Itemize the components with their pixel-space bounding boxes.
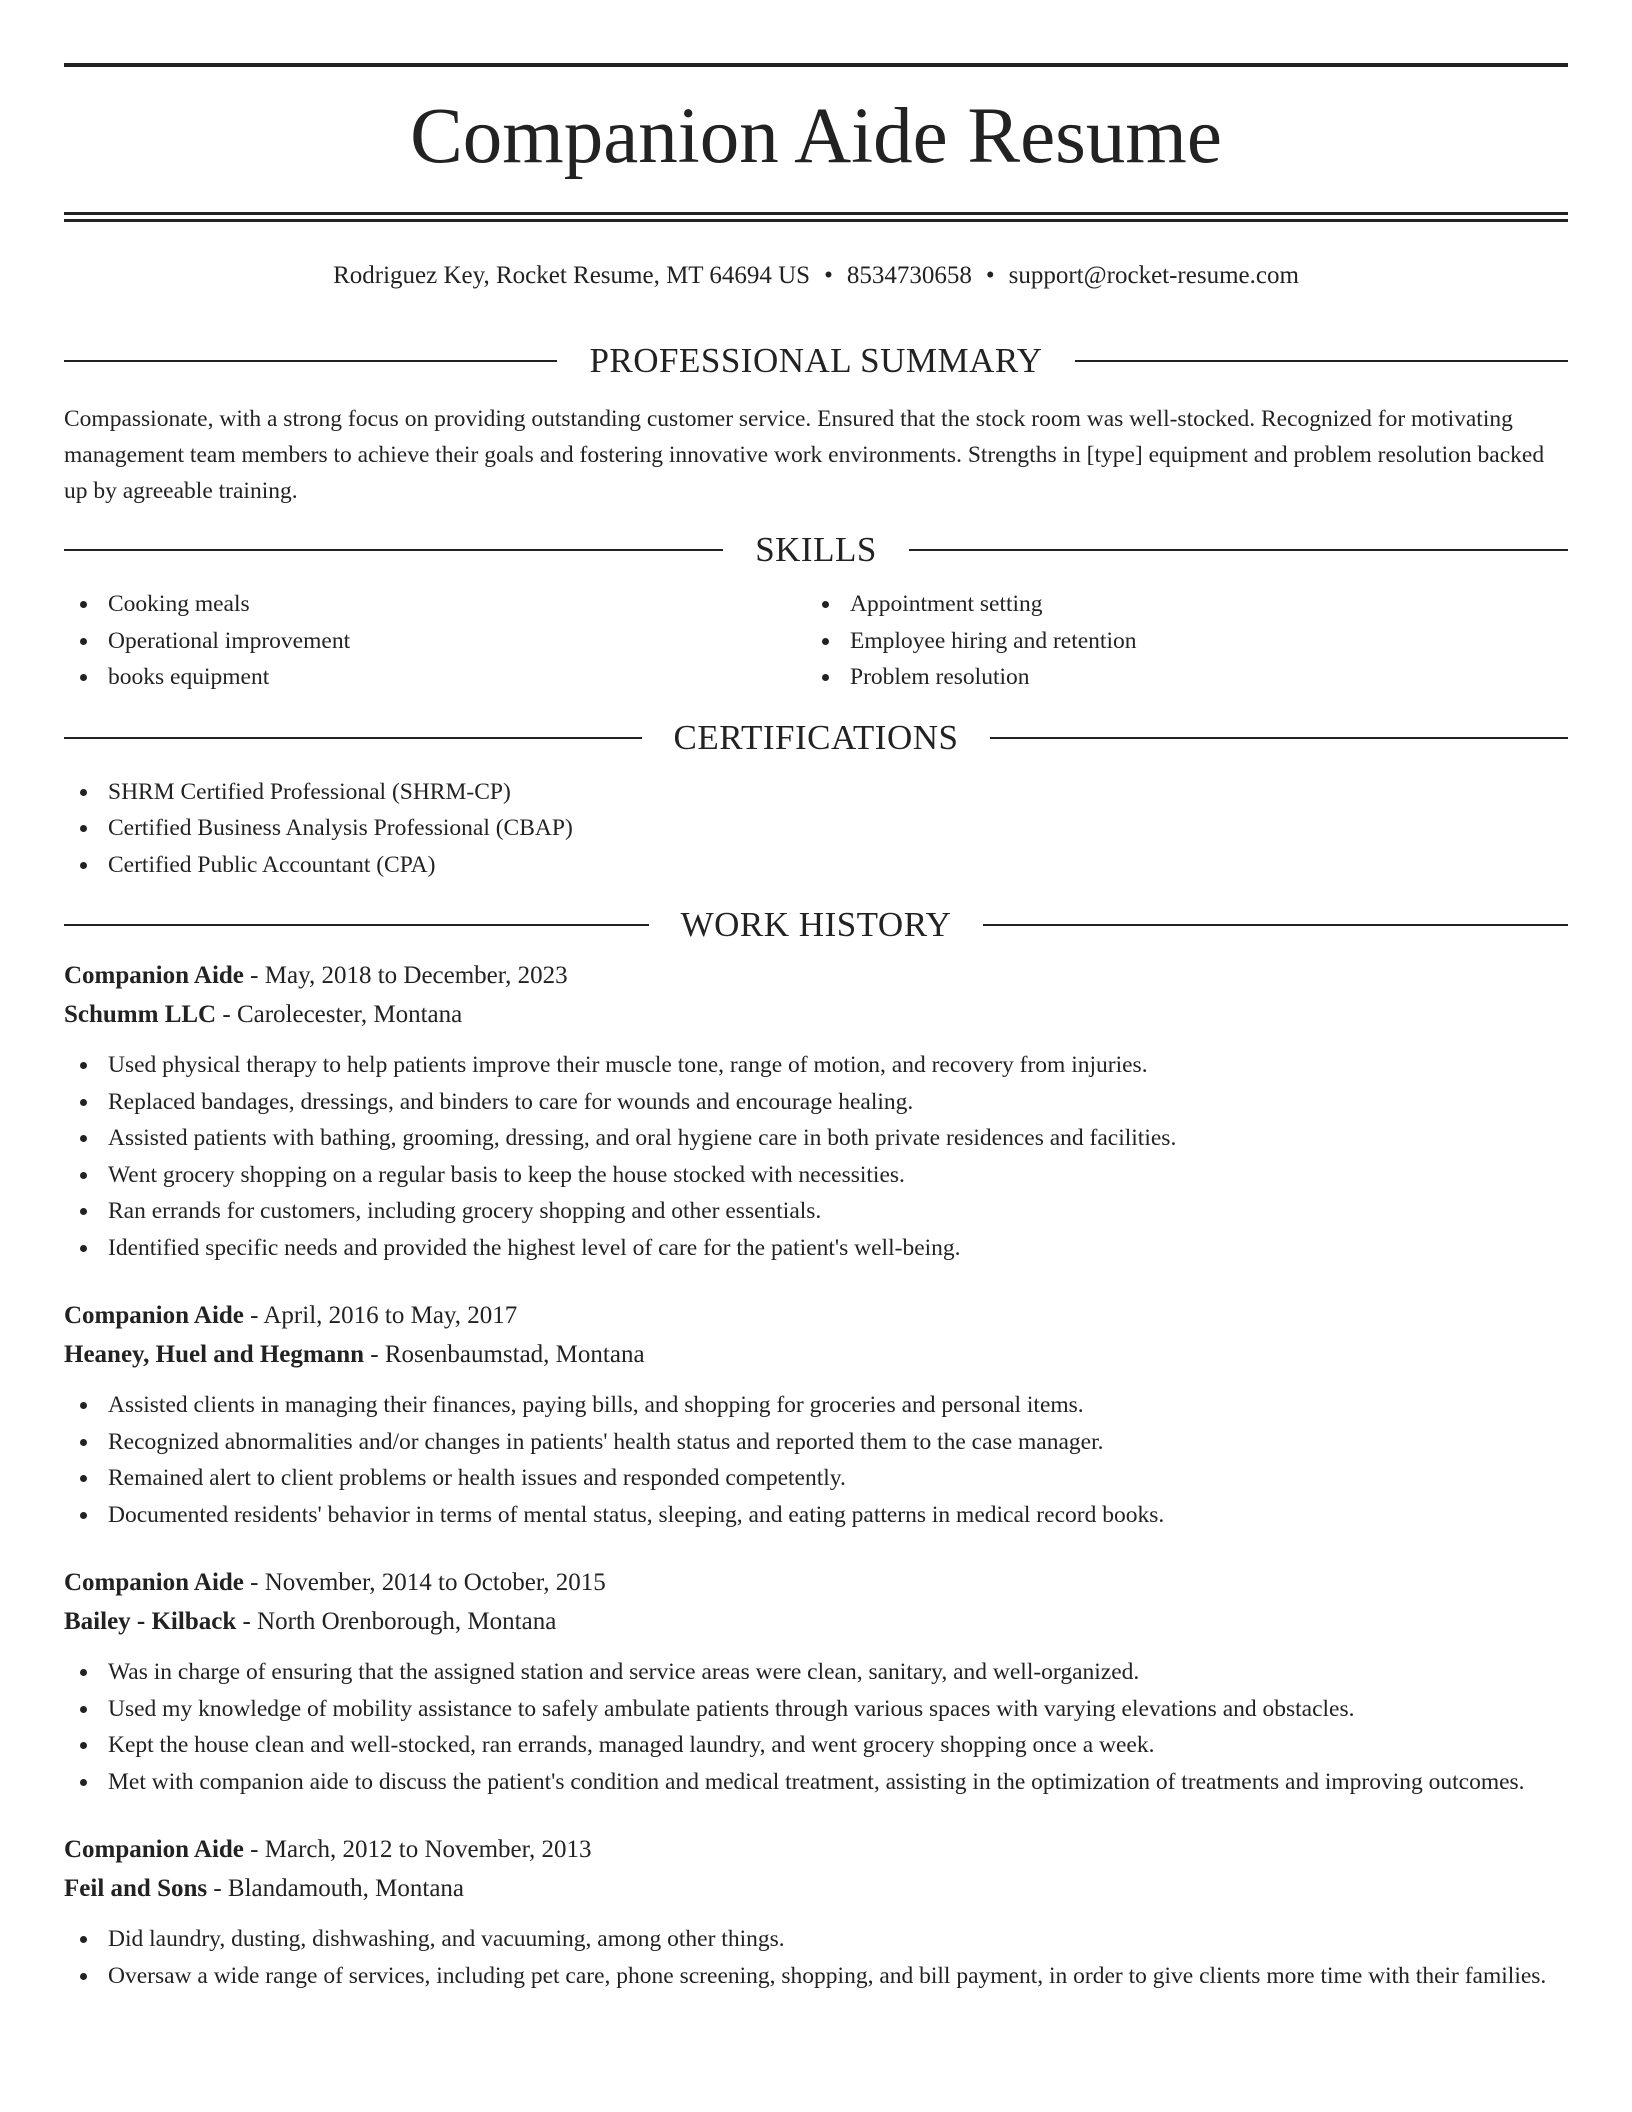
job-location: - North Orenborough, Montana bbox=[242, 1608, 557, 1635]
job-dates: - April, 2016 to May, 2017 bbox=[250, 1302, 518, 1329]
skill-item: Employee hiring and retention bbox=[806, 623, 1548, 660]
section-heading-skills bbox=[64, 530, 1568, 570]
job-duties-list bbox=[64, 1047, 1568, 1266]
heading-rule bbox=[64, 924, 649, 926]
heading-rule bbox=[64, 737, 642, 739]
job-title-line bbox=[64, 1296, 1568, 1335]
job-duty: Ran errands for customers, including grocery shopping and other essentials. bbox=[64, 1193, 1568, 1230]
job-company: Bailey - Kilback bbox=[64, 1608, 237, 1635]
job-company-line bbox=[64, 1335, 1568, 1374]
job-duty: Did laundry, dusting, dishwashing, and vacuuming, among other things. bbox=[64, 1921, 1568, 1958]
job-duty: Documented residents' behavior in terms of mental status, sleeping, and eating patterns in medical record books. bbox=[64, 1497, 1568, 1534]
section-heading-work-history bbox=[64, 905, 1568, 945]
heading-rule bbox=[64, 549, 723, 551]
job-duty: Used physical therapy to help patients improve their muscle tone, range of motion, and recovery from injuries. bbox=[64, 1047, 1568, 1084]
section-title-certifications: CERTIFICATIONS bbox=[673, 717, 959, 757]
skill-item: Operational improvement bbox=[64, 623, 806, 660]
job-title-line bbox=[64, 956, 1568, 995]
skill-item: Appointment setting bbox=[806, 586, 1548, 623]
certification-item: Certified Public Accountant (CPA) bbox=[64, 847, 1568, 884]
skills-column-left bbox=[64, 586, 806, 696]
job-location: - Blandamouth, Montana bbox=[213, 1875, 465, 1902]
contact-phone: 8534730658 bbox=[846, 262, 972, 289]
job-duties-list bbox=[64, 1921, 1568, 1994]
job-title: Companion Aide bbox=[64, 1569, 244, 1596]
job-dates: - May, 2018 to December, 2023 bbox=[250, 962, 568, 989]
section-title-summary: PROFESSIONAL SUMMARY bbox=[589, 341, 1043, 380]
heading-rule bbox=[909, 549, 1568, 551]
job-company: Heaney, Huel and Hegmann bbox=[64, 1341, 365, 1368]
job-duty: Remained alert to client problems or health issues and responded competently. bbox=[64, 1460, 1568, 1497]
section-title-work-history: WORK HISTORY bbox=[680, 905, 952, 944]
job-duty: Replaced bandages, dressings, and binders to care for wounds and encourage healing. bbox=[64, 1084, 1568, 1121]
section-heading-summary bbox=[64, 341, 1568, 381]
contact-address: Rodriguez Key, Rocket Resume, MT 64694 US bbox=[333, 262, 811, 289]
job-entry bbox=[64, 1830, 1568, 1994]
certifications-list bbox=[64, 774, 1568, 884]
heading-rule bbox=[983, 924, 1568, 926]
job-location: - Carolecester, Montana bbox=[222, 1001, 463, 1028]
job-location: - Rosenbaumstad, Montana bbox=[370, 1341, 645, 1368]
job-duty: Kept the house clean and well-stocked, ran errands, managed laundry, and went grocery shopping once a week. bbox=[64, 1727, 1568, 1764]
job-duty: Recognized abnormalities and/or changes in patients' health status and reported them to the case manager. bbox=[64, 1424, 1568, 1461]
job-dates: - November, 2014 to October, 2015 bbox=[250, 1569, 606, 1596]
job-duty: Oversaw a wide range of services, including pet care, phone screening, shopping, and bill payment, in order to give clients more time with their families. bbox=[64, 1958, 1568, 1995]
skills-column-right bbox=[806, 586, 1548, 696]
job-dates: - March, 2012 to November, 2013 bbox=[250, 1836, 592, 1863]
job-company: Feil and Sons bbox=[64, 1875, 208, 1902]
job-company-line bbox=[64, 1602, 1568, 1641]
job-duties-list bbox=[64, 1654, 1568, 1800]
contact-separator: • bbox=[985, 262, 995, 289]
contact-separator: • bbox=[824, 262, 833, 289]
section-heading-certifications bbox=[64, 718, 1568, 758]
job-duties-list bbox=[64, 1387, 1568, 1533]
title-double-rule bbox=[64, 212, 1568, 222]
certification-item: Certified Business Analysis Professional (CBAP) bbox=[64, 810, 1568, 847]
job-company: Schumm LLC bbox=[64, 1001, 217, 1028]
job-entry bbox=[64, 956, 1568, 1266]
job-title: Companion Aide bbox=[64, 1836, 244, 1863]
job-duty: Met with companion aide to discuss the patient's condition and medical treatment, assisting in the optimization of treatments and improving outcomes. bbox=[64, 1764, 1568, 1801]
job-duty: Was in charge of ensuring that the assigned station and service areas were clean, sanitary, and well-organized. bbox=[64, 1654, 1568, 1691]
skill-item: books equipment bbox=[64, 659, 806, 696]
job-title: Companion Aide bbox=[64, 962, 244, 989]
job-entry bbox=[64, 1296, 1568, 1533]
section-title-skills: SKILLS bbox=[755, 530, 877, 569]
resume-title: Companion Aide Resume bbox=[410, 93, 1222, 180]
certification-item: SHRM Certified Professional (SHRM-CP) bbox=[64, 774, 1568, 811]
job-company-line bbox=[64, 1869, 1568, 1908]
job-title: Companion Aide bbox=[64, 1302, 244, 1329]
skill-item: Cooking meals bbox=[64, 586, 806, 623]
contact-email: support@rocket-resume.com bbox=[1008, 262, 1299, 289]
job-duty: Assisted patients with bathing, grooming, dressing, and oral hygiene care in both private residences and facilities. bbox=[64, 1120, 1568, 1157]
job-duty: Went grocery shopping on a regular basis to keep the house stocked with necessities. bbox=[64, 1157, 1568, 1194]
contact-line bbox=[64, 256, 1568, 296]
heading-rule bbox=[990, 737, 1568, 739]
summary-text: Compassionate, with a strong focus on providing outstanding customer service. Ensured that the stock room was well-stocked. Recognized for motivating management team members to achieve their goals and fostering innovative work environments. Strengths in [type] equipment and problem resolution backed up by agreeable training. bbox=[64, 406, 1545, 504]
job-duty: Used my knowledge of mobility assistance to safely ambulate patients through various spaces with varying elevations and obstacles. bbox=[64, 1691, 1568, 1728]
heading-rule bbox=[64, 360, 557, 362]
skills-list bbox=[64, 586, 1568, 696]
job-title-line bbox=[64, 1563, 1568, 1602]
heading-rule bbox=[1075, 360, 1568, 362]
resume-page bbox=[64, 0, 1568, 1994]
skill-item: Problem resolution bbox=[806, 659, 1548, 696]
job-entry bbox=[64, 1563, 1568, 1800]
job-duty: Assisted clients in managing their finances, paying bills, and shopping for groceries and personal items. bbox=[64, 1387, 1568, 1424]
job-duty: Identified specific needs and provided the highest level of care for the patient's well-being. bbox=[64, 1230, 1568, 1267]
job-company-line bbox=[64, 995, 1568, 1034]
job-title-line bbox=[64, 1830, 1568, 1869]
